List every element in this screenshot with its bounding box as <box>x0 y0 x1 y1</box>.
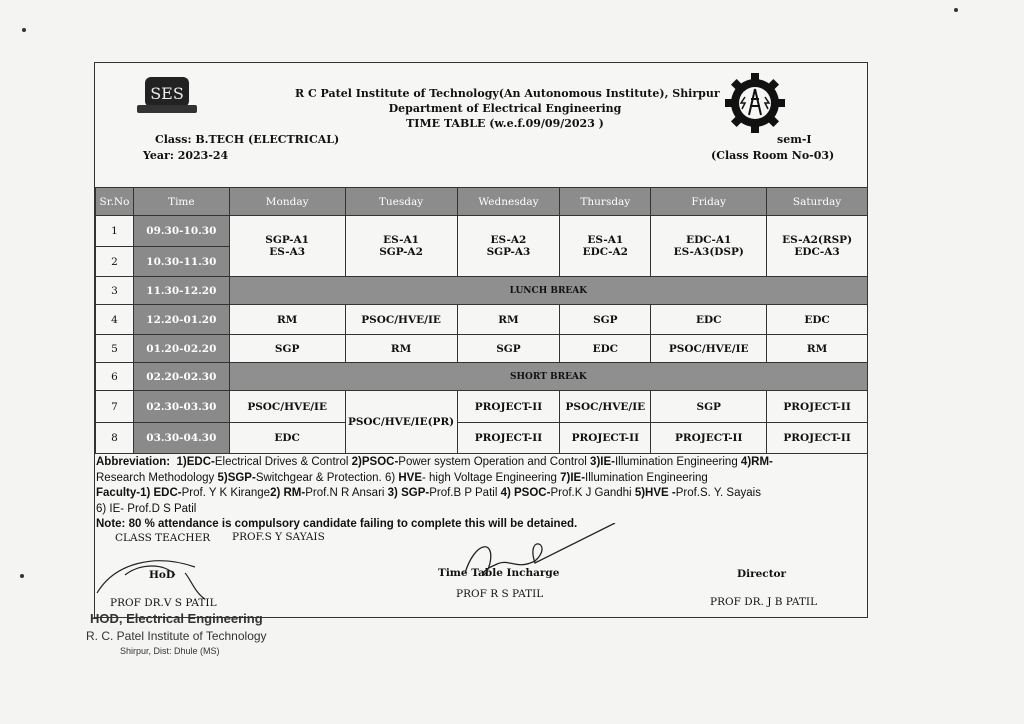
col-header-srno: Sr.No <box>96 188 134 216</box>
class-cell <box>229 216 345 277</box>
abbr-key: 1)EDC- <box>176 456 215 468</box>
sr-cell: 5 <box>96 335 134 363</box>
time-cell: 12.20-01.20 <box>133 305 229 335</box>
cell-line: ES-A3 <box>269 246 306 258</box>
class-cell: EDC <box>229 423 345 454</box>
faculty-key: 2) RM- <box>270 487 306 499</box>
cell-line: ES-A3(DSP) <box>673 246 744 258</box>
faculty-key: 3) SGP- <box>387 487 430 499</box>
class-teacher-name: PROF.S Y SAYAIS <box>232 531 325 543</box>
class-cell: SGP <box>651 391 767 423</box>
svg-text:SES: SES <box>150 84 184 103</box>
faculty-key: 4) PSOC- <box>500 487 551 499</box>
class-cell: PSOC/HVE/IE <box>345 305 457 335</box>
class-cell: PROJECT-II <box>767 423 868 454</box>
class-cell: PROJECT-II <box>560 423 651 454</box>
table-row <box>96 363 868 391</box>
col-header-monday: Monday <box>229 188 345 216</box>
abbr-key: HVE <box>398 471 423 484</box>
sr-cell: 6 <box>96 363 134 391</box>
cell-line: SGP-A3 <box>486 246 531 258</box>
header <box>95 63 867 188</box>
cell-line: EDC-A3 <box>794 246 840 258</box>
class-cell: SGP <box>229 335 345 363</box>
sr-cell: 3 <box>96 277 134 305</box>
class-cell <box>457 216 560 277</box>
class-cell <box>345 216 457 277</box>
cell-line: SGP-A2 <box>379 246 423 258</box>
timetable-incharge-name: PROF R S PATIL <box>456 588 544 600</box>
short-break-cell: SHORT BREAK <box>229 363 867 391</box>
cell-line: EDC-A2 <box>582 246 628 258</box>
faculty-key: 5)HVE - <box>634 487 676 499</box>
time-cell: 09.30-10.30 <box>133 216 229 247</box>
cell-line: ES-A1 <box>383 234 419 246</box>
class-cell: PSOC/HVE/IE <box>651 335 767 363</box>
electrical-gear-logo-icon <box>723 71 787 135</box>
class-cell: SGP <box>457 335 560 363</box>
table-header-row <box>96 188 868 216</box>
class-cell: PSOC/HVE/IE <box>560 391 651 423</box>
director-name: PROF DR. J B PATIL <box>710 596 818 608</box>
class-cell: PSOC/HVE/IE(PR) <box>345 391 457 454</box>
abbr-value: Switchgear & Protection. <box>255 471 385 484</box>
cell-line: ES-A2(RSP) <box>782 234 853 246</box>
class-cell: EDC <box>651 305 767 335</box>
col-header-saturday: Saturday <box>767 188 868 216</box>
timetable-title: TIME TABLE (w.e.f.09/09/2023 ) <box>406 117 604 130</box>
director-label: Director <box>737 568 787 580</box>
table-row <box>96 216 868 247</box>
cell-line: EDC-A1 <box>686 234 732 246</box>
abbr-value: Illumination Engineering <box>614 456 741 468</box>
table-row <box>96 335 868 363</box>
handwritten-signatures-icon <box>95 523 655 603</box>
class-cell: RM <box>229 305 345 335</box>
cell-line: SGP-A1 <box>265 234 309 246</box>
ink-speck <box>22 28 26 32</box>
col-header-thursday: Thursday <box>560 188 651 216</box>
year-label: Year: 2023-24 <box>143 149 229 162</box>
time-cell: 10.30-11.30 <box>133 247 229 277</box>
col-header-tuesday: Tuesday <box>345 188 457 216</box>
class-cell: PROJECT-II <box>767 391 868 423</box>
sr-cell: 4 <box>96 305 134 335</box>
faculty-name: Prof.B P Patil <box>429 487 501 499</box>
table-row <box>96 423 868 454</box>
abbr-value: Illumination Engineering <box>585 471 708 484</box>
abbr-key: 3)IE- <box>590 456 615 468</box>
class-cell: PROJECT-II <box>457 391 560 423</box>
class-cell: PROJECT-II <box>457 423 560 454</box>
time-cell: 11.30-12.20 <box>133 277 229 305</box>
abbr-value: 6) <box>384 471 399 484</box>
abbr-value: Power system Operation and Control <box>398 456 591 468</box>
faculty-line: 6) IE- Prof.D S Patil <box>96 502 197 515</box>
class-cell: EDC <box>767 305 868 335</box>
table-row <box>96 305 868 335</box>
abbreviation-label: Abbreviation: <box>96 456 171 468</box>
time-cell: 02.30-03.30 <box>133 391 229 423</box>
table-row <box>96 277 868 305</box>
ink-speck <box>20 574 24 578</box>
time-cell: 03.30-04.30 <box>133 423 229 454</box>
classroom-label: (Class Room No-03) <box>711 149 835 162</box>
class-cell: EDC <box>560 335 651 363</box>
hod-stamp-line1: HOD, Electrical Engineering <box>90 611 263 626</box>
institute-name: R C Patel Institute of Technology(An Autonomous Institute), Shirpur <box>295 87 720 100</box>
timetable-grid <box>95 187 868 454</box>
abbreviation-line <box>96 455 866 471</box>
time-cell: 02.20-02.30 <box>133 363 229 391</box>
faculty-line <box>96 486 866 502</box>
class-cell <box>651 216 767 277</box>
abbr-value: - high Voltage Engineering <box>422 471 561 484</box>
class-cell: RM <box>767 335 868 363</box>
department-name: Department of Electrical Engineering <box>388 102 622 115</box>
sr-cell: 1 <box>96 216 134 247</box>
col-header-friday: Friday <box>651 188 767 216</box>
sr-cell: 8 <box>96 423 134 454</box>
class-teacher-label: CLASS TEACHER <box>115 532 211 544</box>
abbr-key: 7)IE- <box>560 471 586 484</box>
faculty-name: Prof.N R Ansari <box>305 487 388 499</box>
sr-cell: 7 <box>96 391 134 423</box>
hod-label: HoD <box>149 569 176 581</box>
cell-line: ES-A2 <box>490 234 527 246</box>
faculty-name: Prof.K J Gandhi <box>550 487 635 499</box>
class-cell: RM <box>457 305 560 335</box>
abbr-key: 2)PSOC- <box>351 456 399 468</box>
class-cell: PSOC/HVE/IE <box>229 391 345 423</box>
table-row <box>96 391 868 423</box>
lunch-break-cell: LUNCH BREAK <box>229 277 867 305</box>
class-cell: SGP <box>560 305 651 335</box>
class-cell <box>767 216 868 277</box>
faculty-label: Faculty-1) EDC- <box>96 487 182 499</box>
class-label: Class: B.TECH (ELECTRICAL) <box>155 133 340 146</box>
faculty-name: Prof. Y K Kirange <box>181 487 271 499</box>
faculty-name: Prof.S. Y. Sayais <box>675 487 761 499</box>
abbr-key: 5)SGP- <box>217 471 256 484</box>
class-cell <box>560 216 651 277</box>
timetable-sheet <box>94 62 868 618</box>
hod-stamp-line2: R. C. Patel Institute of Technology <box>86 629 267 643</box>
col-header-time: Time <box>133 188 229 216</box>
ink-speck <box>954 8 958 12</box>
timetable-incharge-label: Time Table Incharge <box>438 567 560 579</box>
abbreviation-block <box>95 455 866 533</box>
ses-logo-icon <box>135 75 199 119</box>
cell-line: ES-A1 <box>587 234 624 246</box>
hod-name: PROF DR.V S PATIL <box>110 597 217 609</box>
class-cell: PROJECT-II <box>651 423 767 454</box>
abbr-value: Electrical Drives & Control <box>214 456 352 468</box>
sr-cell: 2 <box>96 247 134 277</box>
hod-stamp-line3: Shirpur, Dist: Dhule (MS) <box>120 646 220 656</box>
abbr-value: Research Methodology <box>96 471 218 484</box>
col-header-wednesday: Wednesday <box>457 188 560 216</box>
abbreviation-line <box>96 471 866 487</box>
semester-label: sem-I <box>777 133 812 146</box>
time-cell: 01.20-02.20 <box>133 335 229 363</box>
class-cell: RM <box>345 335 457 363</box>
abbr-key: 4)RM- <box>740 456 773 468</box>
attendance-note: Note: 80 % attendance is compulsory candidate failing to complete this will be detained. <box>96 518 578 530</box>
